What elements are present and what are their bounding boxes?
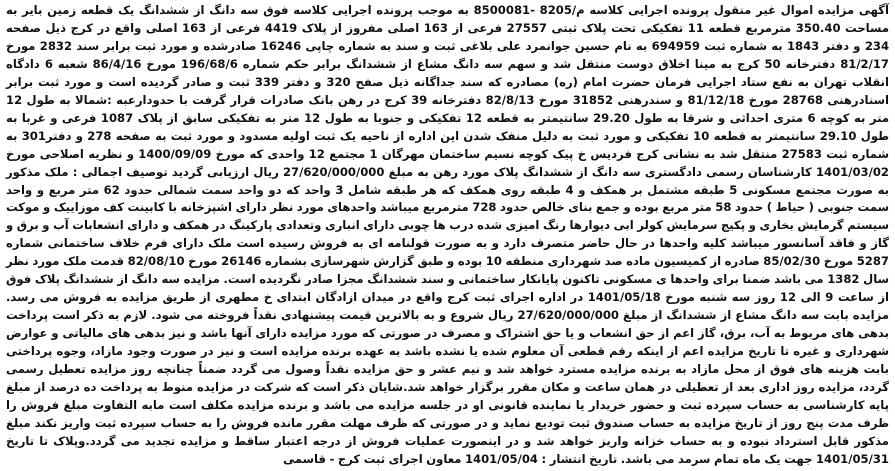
notice-body: آگهی مزایده اموال غیر منقول پرونده اجرایی کلاسه م/8205 -8500081 به موجب پرونده اجرایی کلاسه فوق سه دانگ از ششدانگ یک قطعه زمین بایر به مساحت 350.40 مترمربع قطعه 11 تفکیکی تحت پلاک ثبتی 27557 فرعی از 163 اصلی مفروز از پلاک 4419 فرعی از 163 اصلی واقع در کرج ذیل صفحه 234 و دفتر 1843 به شماره ثبت 694959 به نام حسین جوانمرد علی بلاغی ثبت و سند به شماره چاپی 16246 صادرشده و مورد ثبت برابر سند 2832 مورخ 81/2/17 دفترخانه 50 کرج به مینا اخلاق دوست منتقل شد و سهم سه دانگ مشاع از ششدانگ برابر حکم شماره 196/68/6 مورخ 86/4/16 شعبه 6 دادگاه انقلاب تهران به نفع ستاد اجرایی فرمان حضرت امام (ره) مصادره که سند جداگانه ذیل صفح 320 و دفتر 339 ثبت و صادر گردیده است و مورد ثبت برابر اسنادرهنی 28768 مورخ 81/12/18 و سندرهنی 31852 مورخ 82/8/13 دفترخانه 39 کرج در رهن بانک صادرات قرار گرفت با حدودارعبه :شمالا به طول 12 متر به کوچه 6 متری احداثی و شرقا به طول 29.20 سانتیمتر به قطعه 12 تفکیکی و جنوبا به طول 12 متر به تفکیکی سابق از پلاک 1087 فرعی و غربا به طول 29.10 سانتیمتر به قطعه 10 تفکیکی و مورد ثبت به دلیل منفک شدن این اداره از ناحیه یک ثبت اولیه مسدود و مورد ثبت به صفحه 278 و دفتر301 به شماره ثبت 27583 منتقل شد به نشانی کرج فردیس خ پیک کوچه نسیم ساختمان مهرگان 1 مجتمع 12 واحدی که مورخ 1400/09/09 و نظریه اصلاحی مورخ 1401/03/02 کارشناسان رسمی دادگستری سه دانگ از ششدانگ پلاک مورد رهن به مبلغ 27/620/000/000 ریال ارزیابی گردید توصیف اجمالی : ملک مذکور به صورت مجتمع مسکونی 5 طبقه مشتمل بر همکف و 4 طبقه روی همکف که هر طبقه شامل 3 واحد که دو واحد سمت شمالی حدود 62 متر مربع و واحد سمت جنوبی ( حیاط ) حدود 58 متر مربع بوده و جمع بنای خالص حدود 728 مترمربع میباشد واحدهای مورد نظر دارای اشپزخانه با کابینت کف موزاییک و موکت سیستم گرمایش بخاری و پکیج سرمایش کولر ابی دیوارها رنگ امیزی شده درب ها چوبی دارای انباری وتعدادی پارکینگ در همکف و دارای انشعابات آب و برق و گاز و فاقد آسانسور میباشد کلیه واحدها در حال حاضر متصرف دارد و به صورت قولنامه ای به فروش رسیده است ملک دارای فرم خلاف ساختمانی شماره 5287 مورخ 85/02/30 صادره از کمیسیون ماده صد شهرداری منطقه 10 بوده و طبق گزارش شهرسازی بشماره 26146 مورخ 82/08/10 قدمت ملک مورد نظر سال 1382 می باشد ضمنا برای واحدها ی مسکونی تاکنون پایانکار ساختمانی و سند ششدانگ مجزا صادر نگردیده است. مزایده سه دانگ از ششدانگ پلاک فوق از ساعت 9 الی 12 روز سه شنبه مورخ 1401/05/18 در اداره اجرای ثبت کرج واقع در میدان ازادگان ابتدای خ مطهری از طریق مزایده به فروش می رسد. مزایده بابت سه دانگ مشاع از ششدانگ از مبلغ 27/620/000/000 ریال شروع و به بالاترین قیمت پیشنهادی نقداً فروخته می شود. لازم به ذکر است پرداخت بدهی های مربوط به آب، برق، گاز اعم از حق انشعاب و یا حق اشتراک و مصرف در صورتی که مورد مزایده دارای آنها باشد و نیز بدهی های مالیاتی و عوارض شهرداری و غیره تا تاریخ مزایده اعم از اینکه رقم قطعی آن معلوم شده یا نشده باشد به عهده برنده مزایده است و نیز در صورت وجود مازاد، وجوه پرداختی بابت هزینه های فوق از محل مازاد به برنده مزایده مسترد خواهد شد و نیم عشر و حق مزایده نقداً وصول می گردد ضمناً چنانچه روز مزایده تعطیل رسمی گردد، مزایده روز اداری بعد از تعطیلی در همان ساعت و مکان مقرر برگزار خواهد شد.شایان ذکر است که شرکت در مزایده منوط به پرداخت ده درصد از مبلغ پایه کارشناسی به حساب سپرده ثبت و حضور خریدار یا نماینده قانونی او در جلسه مزایده می باشد و برنده مزایده مکلف است مابه التفاوت مبلغ فروش را ظرف مدت پنج روز از تاریخ مزایده به حساب صندوق ثبت تودیع نماید و در صورتی که ظرف مهلت مقرر مانده فروش را به حساب سپرده ثبت واریز نکند مبلغ مذکور قابل استرداد نبوده و به حساب خزانه واریز خواهد شد و در اینصورت عملیات فروش از درجه اعتبار ساقط و مزایده تجدید می گردد.وپلاک تا تاریخ 1401/05/31 جهت یک ماه تمام سرمد می باشد. تاریخ انتشار : 1401/05/04 معاون اجرای ثبت کرج - قاسمی [6,3,890,466]
